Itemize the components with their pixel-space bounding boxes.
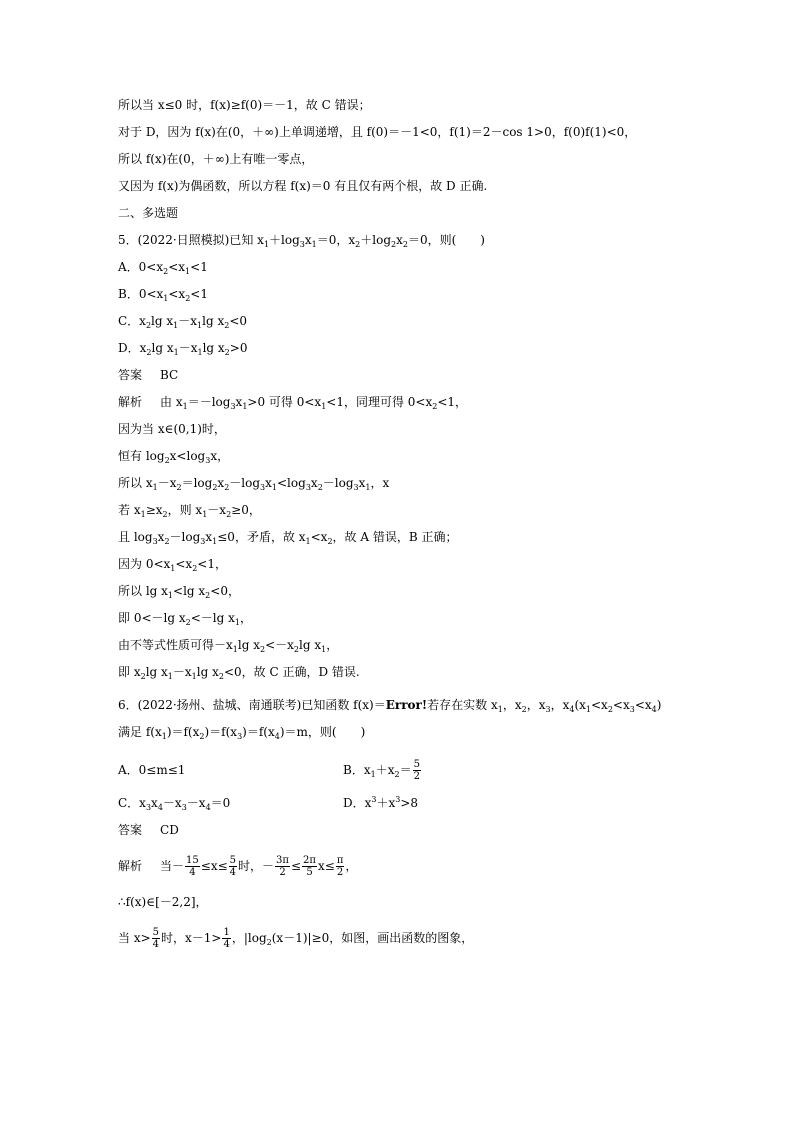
analysis-line: 当 x> $\frac{5}{4}$ 时，x－1> $\frac{1}{4}$ ，$|\log_2(x-1)|\ge 0$，如图，画出函数的图象，	[118, 927, 474, 950]
analysis-line: 所以 $x_1-x_2=\log_2x_2-\log_3x_1<\log_3x_2-\log_3x_1$，x	[118, 476, 390, 492]
option-c: C．$x_2\lg$ $x_1-x_1\lg$ $x_2<0$	[118, 314, 248, 330]
fraction: $\frac{15}{4}$	[186, 855, 199, 878]
answer-line: 答案 BC	[118, 368, 179, 382]
analysis-line: 若 $x_1\ge x_2$，则 $x_1-x_2\ge 0$，	[118, 503, 261, 519]
fraction: $\frac{2\pi}{5}$	[303, 855, 316, 878]
analysis-line: 解析 由 $x_1=-\log_3x_1>0$ 可得 $0<x_1<1$，同理可得 $0<x_2<1$，	[118, 395, 468, 411]
analysis-line: 因为当 x∈(0,1)时，	[118, 422, 226, 436]
analysis-line: 且 $\log_3x_2-\log_3x_1\le 0$，矛盾，故 $x_1<x_2$，故 A 错误，B 正确；	[118, 530, 458, 546]
question-6-stem: 6．(2022·扬州、盐城、南通联考)已知函数 f(x)＝Error!若存在实数 $x_1$，$x_2$，$x_3$，$x_4(x_1<x_2<x_3<x_4)$	[118, 698, 662, 714]
text-line: 所以 f(x)在(0，＋∞)上有唯一零点，	[118, 152, 314, 166]
option-a: A．$0<x_2<x_1<1$	[118, 260, 208, 276]
fraction: $\frac{3\pi}{2}$	[276, 855, 289, 878]
analysis-line: 由不等式性质可得$-x_1\lg$ $x_2<-x_2\lg$ $x_1$，	[118, 638, 339, 654]
analysis-line: 解析 当－ $\frac{15}{4}$ ≤x≤ $\frac{5}{4}$ 时，－ $\frac{3\pi}{2}$ ≤ $\frac{2\pi}{5}$ x≤ $\frac{\pi}{2}$ ，	[118, 855, 358, 878]
analysis-line: 恒有 $\log_2x<\log_3x$，	[118, 449, 230, 465]
section-heading: 二、多选题	[118, 206, 179, 220]
fraction: $\frac{\pi}{2}$	[336, 855, 344, 878]
option-b: B．$0<x_1<x_2<1$	[118, 287, 208, 303]
option-b: B．$x_1+x_2=$ $\frac{5}{2}$	[343, 759, 420, 782]
analysis-line: 因为 $0<x_1<x_2<1$，	[118, 557, 227, 573]
question-5-stem: 5．(2022·日照模拟)已知 $x_1+\log_3x_1=0$，$x_2+\log_2x_2=0$，则( )	[118, 233, 485, 249]
option-d: D．$x_2\lg$ $x_1-x_1\lg$ $x_2>0$	[118, 341, 248, 357]
fraction: $\frac{1}{4}$	[223, 927, 230, 950]
analysis-line: 即 $x_2\lg$ $x_1-x_1\lg$ $x_2<0$，故 C 正确，D 错误.	[118, 665, 360, 681]
text-line: 对于 D，因为 f(x)在(0，＋∞)上单调递增，且 f(0)＝－1<0，f(1)＝2－cos 1>0，f(0)f(1)<0，	[118, 125, 637, 139]
analysis-line: ∴f(x)∈[－2,2]，	[118, 895, 208, 909]
analysis-line: 所以 $\lg x_1<\lg$ $x_2<0$，	[118, 584, 240, 600]
text-line: 又因为 f(x)为偶函数，所以方程 f(x)＝0 有且仅有两个根，故 D 正确.	[118, 179, 488, 193]
fraction: $\frac{5}{2}$	[413, 759, 420, 782]
fraction: $\frac{5}{4}$	[229, 855, 237, 878]
question-6-stem-cont: 满足 $f(x_1)=f(x_2)=f(x_3)=f(x_4)=m$，则( )	[118, 725, 366, 741]
analysis-line: 即 0<－lg $x_2<-\lg$ $x_1$，	[118, 611, 252, 627]
text-line: 所以当 x≤0 时，f(x)≥f(0)＝－1，故 C 错误；	[118, 98, 371, 112]
answer-line: 答案 CD	[118, 823, 179, 837]
fraction: $\frac{5}{4}$	[152, 927, 160, 950]
error-marker: Error!	[385, 698, 428, 712]
option-a: A．0≤m≤1	[118, 763, 186, 777]
option-d: D．$x^3+x^3>8$	[343, 795, 419, 810]
option-c: C．$x_3x_4-x_3-x_4=0$	[118, 796, 231, 812]
